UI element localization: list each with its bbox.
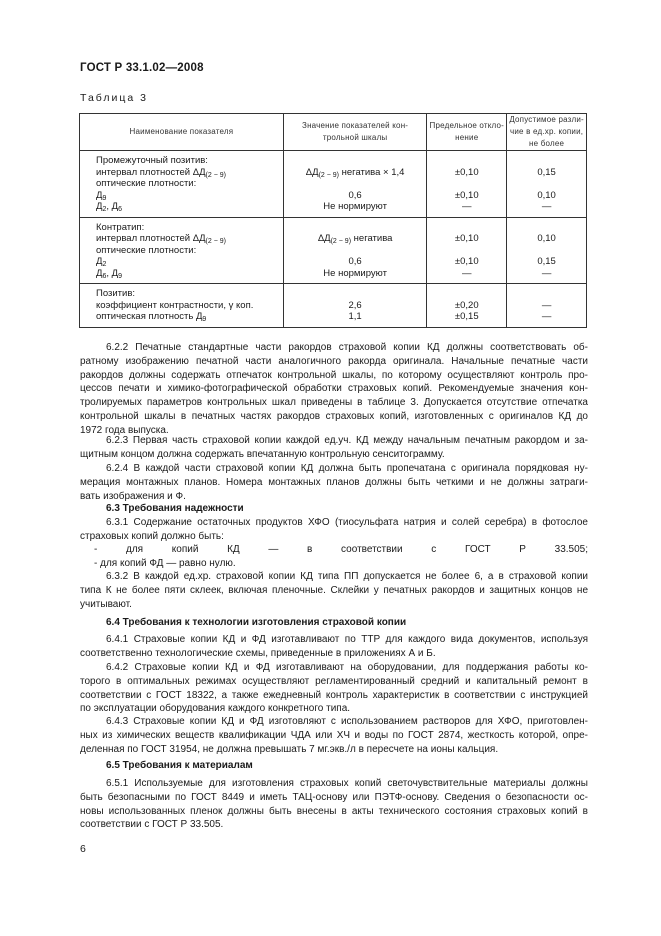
- page-number: 6: [80, 843, 86, 855]
- cell-line: 2,6: [348, 299, 362, 311]
- body-paragraph: [80, 633, 588, 661]
- table-cell-diff: [507, 151, 587, 218]
- body-paragraph: [80, 661, 588, 716]
- paragraph-line: 1972 года выпуска.: [80, 424, 169, 436]
- cell-line: [429, 222, 504, 234]
- body-paragraph: [80, 543, 588, 571]
- table-cell-diff: [507, 217, 587, 284]
- paragraph-line: вать изображения и Ф.: [80, 490, 186, 502]
- cell-line: ±0,10: [454, 233, 479, 244]
- paragraph-line: 6.4.3 Страховые копии КД и ФД изготовляют с использованием растворов для ХФО, приготовлен-: [106, 716, 588, 727]
- cell-line: —: [541, 299, 552, 311]
- section-heading: [80, 759, 588, 773]
- paragraph-line: ратному изображению печатной части аналогичного ракорда оригинала. Начальные печатные части: [80, 355, 588, 367]
- cell-line: оптические плотности:: [96, 244, 197, 256]
- cell-line: оптическая плотность $Д_9$: [96, 311, 207, 323]
- cell-line: 0,10: [537, 233, 556, 244]
- cell-line: 0,15: [537, 166, 556, 178]
- cell-line: —: [541, 201, 552, 212]
- table-cell-dev: [427, 217, 507, 284]
- cell-line: [509, 178, 584, 190]
- paragraph-line: страховых копий должно быть:: [80, 530, 224, 542]
- cell-line: ±0,10: [454, 256, 479, 267]
- cell-line: 1,1: [348, 311, 362, 322]
- cell-line: Позитив:: [96, 288, 136, 299]
- paragraph-line: ных из химических веществ квалификации ЧДА или ХЧ и воды по ГОСТ 2874, жесткость которой, опре-: [80, 729, 588, 741]
- cell-line: $Д_2$: [96, 256, 107, 268]
- cell-line: [286, 222, 424, 234]
- cell-line: —: [541, 311, 552, 322]
- section-heading: [80, 502, 588, 516]
- cell-line: [429, 288, 504, 300]
- table-3: [79, 113, 587, 328]
- paragraph-line: щитным концом должна содержать впечатанную контрольную сенситограмму.: [80, 448, 445, 460]
- col-header-parameter: Наименование показателя: [80, 114, 284, 151]
- table-row: [80, 217, 587, 284]
- table-row: [80, 284, 587, 328]
- col-header-allowed-difference: Допустимое разли- чие в ед.хр. копии, не более: [507, 114, 587, 151]
- cell-line: Промежуточный позитив:: [96, 155, 208, 166]
- paragraph-line: - для копий ФД — равно нулю.: [94, 557, 236, 569]
- cell-line: [509, 155, 584, 167]
- cell-line: интервал плотностей $\Delta Д_{(2 - 9)}$: [96, 166, 226, 179]
- paragraph-line: 6.3.1 Содержание остаточных продуктов ХФО (тиосульфата натрия и солей серебра) в фотослое: [106, 517, 588, 528]
- cell-line: [429, 155, 504, 167]
- cell-line: [286, 245, 424, 257]
- table-cell-value: [283, 151, 426, 218]
- paragraph-line: 6.5 Требования к материалам: [106, 760, 253, 771]
- cell-line: $\Delta Д_{(2 - 9)}$ негатива × 1,4: [305, 166, 405, 179]
- paragraph-line: 6.5.1 Используемые для изготовления страховых копий светочувствительные материалы должны: [106, 778, 588, 789]
- paragraph-line: контрольной шкалы в печатных частях ракордов страховых копий, изготовленных с оригиналов КД до: [80, 410, 588, 422]
- paragraph-line: 6.4.2 Страховые копии КД и ФД изготавливают на оборудовании, для поддержания работы ко-: [106, 662, 588, 673]
- standard-designation: ГОСТ Р 33.1.02—2008: [80, 62, 204, 74]
- paragraph-line: тролируемых параметров контрольных шкал приведены в таблице 3. Допускается отсутствие отпечатка: [80, 397, 588, 409]
- cell-line: коэффициент контрастности, γ коп.: [96, 299, 254, 311]
- paragraph-line: 6.4.1 Страховые копии КД и ФД изготавливают по ТТР для каждого вида документов, используя: [106, 634, 588, 645]
- cell-line: [286, 155, 424, 167]
- body-paragraph: [80, 516, 588, 544]
- section-heading: [80, 616, 588, 630]
- cell-line: $Д_2$, $Д_6$: [96, 201, 122, 213]
- cell-line: Не нормируют: [323, 267, 387, 279]
- table-cell-diff: [507, 284, 587, 328]
- cell-line: $\Delta Д_{(2 - 9)}$ негатива: [317, 233, 393, 245]
- col-header-max-deviation: Предельное откло- нение: [427, 114, 507, 151]
- cell-line: ±0,20: [454, 299, 479, 311]
- paragraph-line: - для копий КД — в соответствии с ГОСТ Р 33.505;: [94, 544, 588, 555]
- paragraph-line: ракордов должны содержать отпечаток контрольной шкалы, по которому осуществляют контроль про-: [80, 369, 588, 381]
- col-header-scale-value: Значение показателей кон- трольной шкалы: [283, 114, 426, 151]
- body-paragraph: [80, 570, 588, 611]
- table-row: [80, 151, 587, 218]
- paragraph-line: деленная по ГОСТ 31954, не должна превышать 7 мг.экв./л в пересчете на ионы кальция.: [80, 743, 499, 755]
- cell-line: ±0,10: [454, 166, 479, 178]
- cell-line: Контратип:: [96, 221, 145, 233]
- cell-line: —: [541, 267, 552, 279]
- cell-line: 0,6: [348, 189, 362, 201]
- paragraph-line: быть безопасными по ГОСТ 8449 и иметь ТАЦ-основу или ПЭТФ-основу. Сведения о безопасности ос-: [80, 791, 588, 803]
- cell-line: —: [462, 267, 472, 279]
- cell-line: 0,6: [348, 256, 362, 267]
- paragraph-line: 6.3 Требования надежности: [106, 503, 244, 514]
- paragraph-line: 6.4 Требования к технологии изготовления страховой копии: [106, 617, 407, 628]
- paragraph-line: 6.3.2 В каждой ед.хр. страховой копии КД типа ПП допускается не более 6, а в страховой копии: [106, 571, 588, 582]
- paragraph-line: типа К не более пяти склеек, включая пленочные. Склейки у печатных ракордов и защитных концов не: [80, 584, 588, 596]
- paragraph-line: торого в оптимальных режимах осуществляют регламентированный средний и капитальный ремонт в: [80, 675, 588, 687]
- cell-line: [429, 245, 504, 257]
- cell-line: [286, 178, 424, 190]
- cell-line: 0,15: [537, 256, 556, 267]
- cell-line: ±0,15: [454, 311, 479, 322]
- table-cell-param: [80, 151, 284, 218]
- body-paragraph: [80, 715, 588, 756]
- cell-line: [509, 245, 584, 257]
- cell-line: $Д_9$: [96, 189, 107, 202]
- paragraph-line: 6.2.2 Печатные стандартные части ракордов страховой копии КД должны соответствовать об-: [106, 342, 588, 353]
- table-cell-param: [80, 284, 284, 328]
- cell-line: —: [462, 201, 472, 212]
- paragraph-line: по эксплуатации оборудования каждого конкретного типа.: [80, 703, 351, 715]
- paragraph-line: соответствии с ГОСТ 18322, а также ежедневный контроль характеристик в соответствии с инструкцией: [80, 689, 588, 701]
- cell-line: [429, 178, 504, 190]
- table-cell-dev: [427, 151, 507, 218]
- paragraph-line: учитывают.: [80, 598, 132, 610]
- paragraph-line: соответственно технологические схемы, приведенные в приложениях А и Б.: [80, 647, 436, 659]
- paragraph-line: 6.2.4 В каждой части страховой копии КД должна быть пропечатана с оригинала порядковая ну-: [106, 463, 588, 474]
- cell-line: $Д_6$, $Д_9$: [96, 267, 122, 280]
- body-paragraph: [80, 341, 588, 438]
- table-cell-param: [80, 217, 284, 284]
- paragraph-line: цессов печати и химико-фотографической обработки страховых копий. Рекомендуемые значения кон-: [80, 383, 588, 395]
- paragraph-line: мерация монтажных планов. Номера монтажных планов должны быть четкими и не должны затраги-: [80, 476, 588, 488]
- cell-line: интервал плотностей $\Delta Д_{(2 - 9)}$: [96, 233, 226, 245]
- table-cell-value: [283, 217, 426, 284]
- paragraph-line: 6.2.3 Первая часть страховой копии каждой ед.уч. КД между начальным печатным ракордом и за-: [106, 435, 588, 446]
- paragraph-line: соответствии с ГОСТ Р 33.505.: [80, 819, 224, 831]
- table-cell-value: [283, 284, 426, 328]
- cell-line: [509, 222, 584, 234]
- cell-line: оптические плотности:: [96, 178, 197, 189]
- cell-line: Не нормируют: [323, 201, 387, 212]
- body-paragraph: [80, 434, 588, 462]
- table-caption: Таблица 3: [80, 92, 148, 104]
- cell-line: ±0,10: [454, 189, 479, 201]
- cell-line: [286, 288, 424, 300]
- table-cell-dev: [427, 284, 507, 328]
- paragraph-line: новы использованных пленок должны быть внесены в акты технического состояния страховых копий в: [80, 805, 588, 817]
- body-paragraph: [80, 462, 588, 503]
- body-paragraph: [80, 777, 588, 832]
- table-header-row: [80, 114, 587, 151]
- cell-line: 0,10: [537, 189, 556, 201]
- cell-line: [509, 288, 584, 300]
